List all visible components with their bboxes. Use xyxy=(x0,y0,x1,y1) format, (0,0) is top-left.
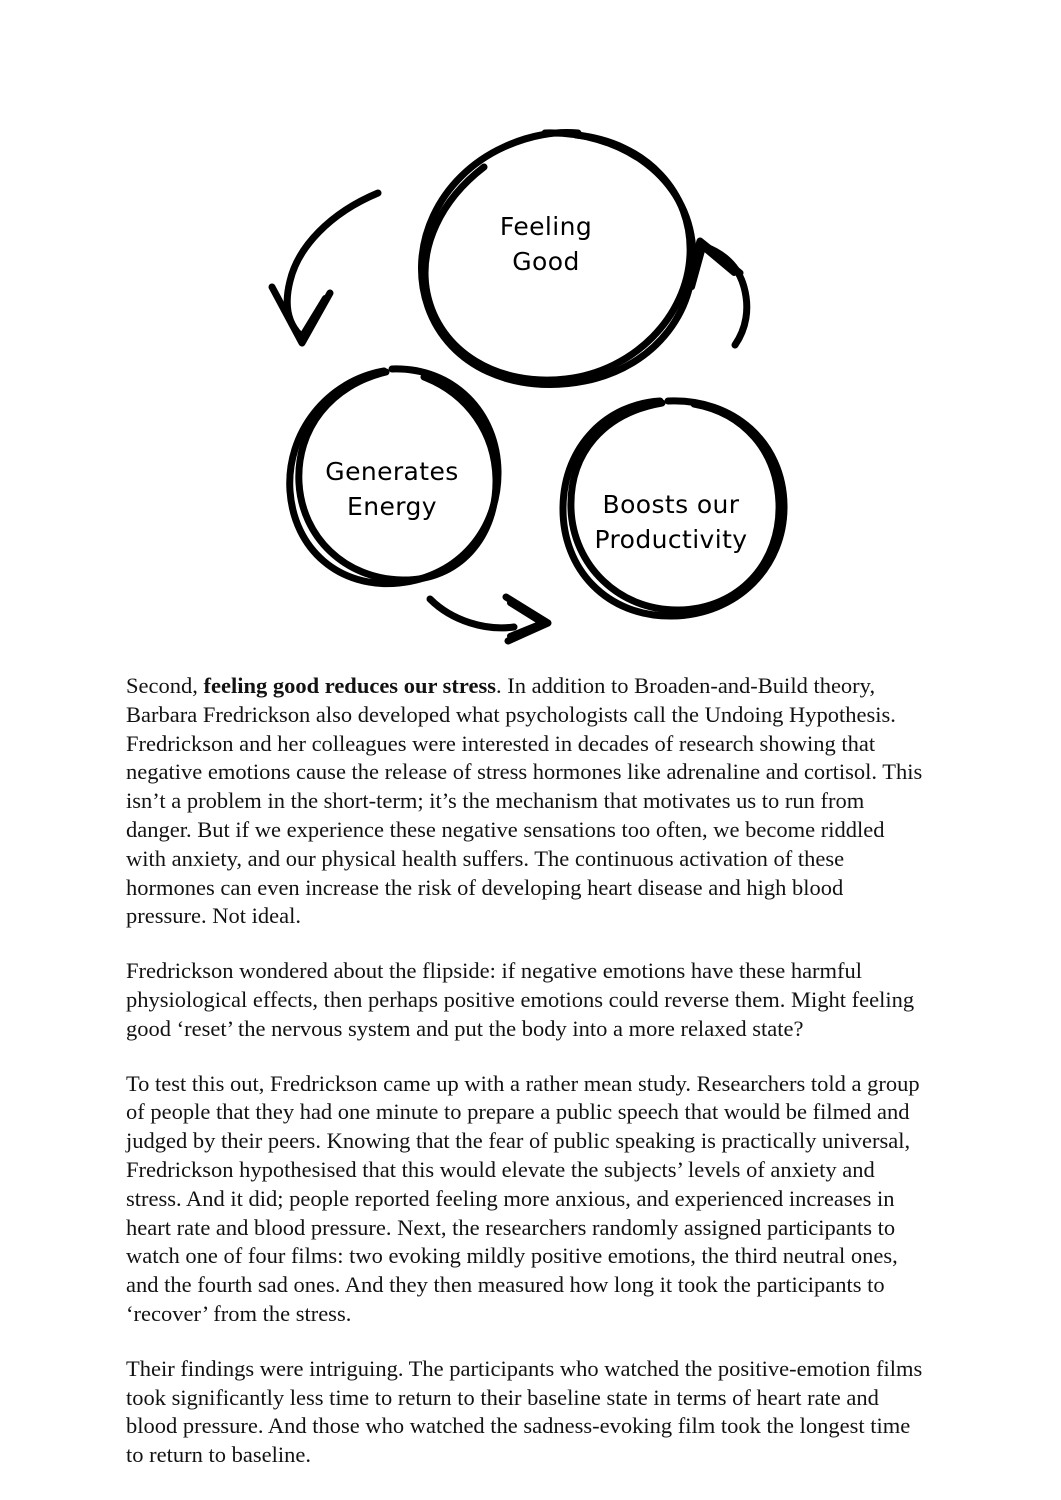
label-line: Generates xyxy=(325,457,459,486)
paragraph-4: Their findings were intriguing. The participants who watched the positive-emotion films took significantly less time to return to their baseline state in terms of heart rate and blood pressure. And those who watched the sadness-evoking film took the longest time to return to baseline. xyxy=(126,1355,923,1468)
label-line: Productivity xyxy=(594,525,748,554)
paragraph-3: To test this out, Fredrickson came up with a rather mean study. Researchers told a group of people that they had one minute to prepare a public speech that would be filmed and judged by their peers. Knowing that the fear of public speaking is practically universal, Fredrickson hypothesised that this would elevate the subjects’ levels of anxiety and stress. And it did; people reported feeling more anxious, and experienced increases in heart rate and blood pressure. Next, the researchers randomly assigned participants to watch one of four films: two evoking mildly positive emotions, the third neutral ones, and the fourth sad ones. And they then measured how long it took the participants to ‘recover’ from the stress. xyxy=(126,1070,920,1326)
node-generates-energy-label xyxy=(325,457,458,521)
label-line: Boosts our xyxy=(602,490,740,519)
arrow-boosts-productivity-to-feeling-good xyxy=(686,241,747,345)
paragraph-1-rest: . In addition to Broaden-and-Build theory, Barbara Fredrickson also developed what psychologists call the Undoing Hypothesis. Fredrickson and her colleagues were interested in decades of research showing that negative emotions cause the release of stress hormones like adrenaline and cortisol. This isn’t a problem in the short-term; it’s the mechanism that motivates us to run from danger. But if we experience these negative sensations too often, we become riddled with anxiety, and our physical health suffers. The continuous activation of these hormones can even increase the risk of developing heart disease and high blood pressure. Not ideal. xyxy=(126,673,923,929)
paragraph-2: Fredrickson wondered about the flipside: if negative emotions have these harmful physiological effects, then perhaps positive emotions could reverse them. Might feeling good ‘reset’ the nervous system and put the body into a more relaxed state? xyxy=(126,958,915,1041)
node-feeling-good-label xyxy=(500,212,592,276)
label-line: Energy xyxy=(347,492,437,521)
paragraph-1 xyxy=(126,672,926,931)
paragraph-1-bold-phrase: feeling good reduces our stress xyxy=(203,673,496,698)
arrow-feeling-good-to-generates-energy xyxy=(272,193,378,343)
node-boosts-productivity-label xyxy=(594,490,747,554)
arrow-generates-energy-to-boosts-productivity xyxy=(430,597,548,641)
label-line: Feeling xyxy=(499,212,593,241)
cycle-diagram xyxy=(0,95,1061,670)
article-body xyxy=(126,672,926,1470)
paragraph-1-lead: Second, xyxy=(126,673,204,698)
label-line: Good xyxy=(512,247,580,276)
